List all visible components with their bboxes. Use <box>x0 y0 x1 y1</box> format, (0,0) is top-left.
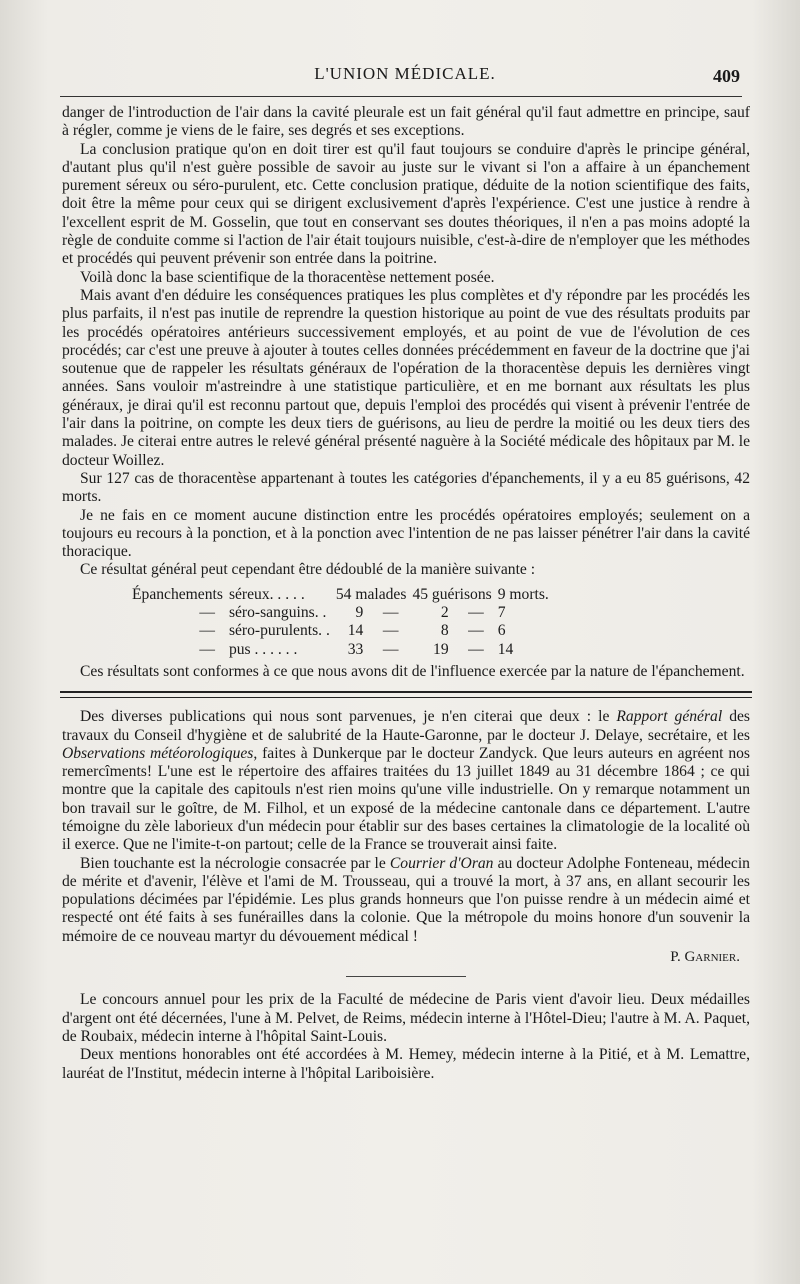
table-cell: Épanchements <box>132 585 223 603</box>
paragraph: Deux mentions honorables ont été accordées à M. Hemey, médecin interne à la Pitié, et à M. Lemattre, lauréat de l'Institut, médecin interne à l'hôpital Lariboisière. <box>62 1046 750 1082</box>
table-cell: 33 — <box>347 640 399 658</box>
table-cell: 7 <box>497 604 506 622</box>
table-row <box>132 622 555 640</box>
table-cell: 9 morts. <box>497 585 549 603</box>
paragraph: Voilà donc la base scientifique de la thoracentèse nettement posée. <box>80 268 495 286</box>
table-cell: — <box>199 604 215 622</box>
table-cell: — <box>199 640 215 658</box>
table-cell: pus . . . . . . <box>228 640 298 658</box>
statistics-table <box>132 586 555 659</box>
table-row <box>132 641 555 659</box>
publication-title: Observations météorologiques <box>62 744 254 762</box>
table-cell: — <box>199 622 215 640</box>
page-header <box>60 62 750 88</box>
article-body <box>62 104 750 1083</box>
table-cell: séro-purulents. . <box>228 622 330 640</box>
paragraph: Sur 127 cas de thoracentèse appartenant à toutes les catégories d'épanchements, il y a eu 85 guérisons, 42 morts. <box>62 469 750 506</box>
table-cell: 2 — <box>440 604 484 622</box>
table-cell: 6 <box>497 622 506 640</box>
publication-title: Courrier d'Oran <box>389 854 494 872</box>
paragraph: danger de l'introduction de l'air dans la cavité pleurale est un fait général qu'il faut admettre en principe, sauf à régler, comme je viens de le faire, ses degrés et ses exceptions. <box>62 104 750 140</box>
publication-title: Rapport général <box>616 708 723 726</box>
author-signature: P. Garnier. <box>670 949 740 966</box>
paragraph: Le concours annuel pour les prix de la Faculté de médecine de Paris vient d'avoir lieu. Deux médailles d'argent ont été décernées, l'une à M. Pelvet, de Reims, médecin interne à l'Hôtel-Dieu; l'autre à M. A. Paquet, de Roubaix, médecin interne à l'hôpital Saint-Louis. <box>62 991 750 1045</box>
section-divider <box>346 976 466 977</box>
paragraph: Ce résultat général peut cependant être dédoublé de la manière suivante : <box>80 561 536 579</box>
table-cell: 14 — <box>347 622 399 640</box>
table-cell: séro-sanguins. . <box>228 604 327 622</box>
table-row <box>132 604 555 622</box>
paragraph: Ces résultats sont conformes à ce que nous avons dit de l'influence exercée par la nature de l'épanchement. <box>80 662 745 680</box>
table-row <box>132 586 555 604</box>
paragraph: Bien touchante est la nécrologie consacrée par le Courrier d'Oran au docteur Adolphe Fonteneau, médecin de mérite et d'avenir, l'élève et l'ami de M. Trousseau, qui a trouvé la mort, à 37 ans, en allant secourir les populations décimées par l'épidémie. Les plus grands honneurs que l'on puisse rendre à un médecin aimé et respecté ont été faits à ses funérailles dans la colonie. Que la métropole du moins honore d'un souvenir la mémoire de ce nouveau martyr du dévouement médical ! <box>62 854 750 945</box>
paragraph: Des diverses publications qui nous sont parvenues, je n'en citerai que deux : le Rapport général des travaux du Conseil d'hygiène et de salubrité de la Haute-Garonne, par le docteur J. Delaye, secrétaire, et les Observations météorologiques, faites à Dunkerque par le docteur Zandyck. Que leurs auteurs en agréent nos remercîments! L'une est le répertoire des affaires traitées du 13 juillet 1849 au 31 décembre 1864 ; ce qui montre que la capitale des capitouls n'est rien moins qu'une ville industrielle. On y remarque notamment un bon travail sur le goître, de M. Filhol, et un exposé de la médecine cantonale dans ce département. L'autre témoigne du zèle laborieux d'un médecin pour établir sur des bases certaines la climatologie de la localité où il exerce. Que ne l'imite-t-on partout; celle de la France se trouverait ainsi faite. <box>62 708 751 854</box>
paragraph: Je ne fais en ce moment aucune distinction entre les procédés opératoires employés; seulement on a toujours eu recours à la ponction, et à la ponction avec l'intention de ne pas laisser pénétrer l'air dans la cavité thoracique. <box>62 506 750 561</box>
table-cell: 45 guérisons <box>412 585 492 603</box>
table-cell: 9 — <box>355 604 399 622</box>
table-cell: 14 <box>497 640 514 658</box>
table-cell: 8 — <box>440 622 484 640</box>
table-cell: 54 malades <box>335 585 407 603</box>
table-cell: 19 — <box>433 640 484 658</box>
paragraph: Mais avant d'en déduire les conséquences pratiques les plus complètes et d'y répondre par les procédés les plus parfaits, il n'est pas inutile de reprendre la question historique au point de vue des résultats produits par les procédés opératoires antérieurs successivement employés, et au point de vue de l'évolution de ces procédés; car c'est une preuve à ajouter à toutes celles données précédemment en faveur de la doctrine que j'ai soutenue que de rappeler les résultats généraux de l'opération de la thoracentèse depuis les dernières vingt années. Sans vouloir m'astreindre à une statistique particulière, et en me bornant aux résultats les plus généraux, je dirai qu'il est reconnu partout que, depuis l'emploi des procédés qui visent à prévenir l'entrée de l'air dans la poitrine, on compte les deux tiers de guérisons, au lieu de perdre la moitié ou les deux tiers des malades. Je citerai entre autres le relevé général présenté naguère à la Société médicale des hôpitaux par M. le docteur Woillez. <box>62 286 750 469</box>
running-title: L'UNION MÉDICALE. <box>314 64 496 83</box>
page-number: 409 <box>713 66 740 86</box>
paragraph: La conclusion pratique qu'on en doit tirer est qu'il faut toujours se conduire d'après le principe général, d'autant plus qu'il n'est guère possible de savoir au juste sur le vivant si l'on a affaire à un épanchement purement séreux ou séro-purulent, etc. Cette conclusion pratique, déduite de la notion scientifique des faits, doit être la même pour ceux qui se dirigent exclusivement d'après l'expérience. C'est une justice à rendre à l'excellent esprit de M. Gosselin, que tout en conservant ses doutes théoriques, il n'en a pas moins adopté la règle de conduite comme si l'action de l'air était toujours nuisible, c'est-à-dire de n'employer que les méthodes et procédés qui peuvent prévenir son entrée dans la poitrine. <box>62 140 750 268</box>
header-rule <box>60 96 742 97</box>
table-cell: séreux. . . . . <box>228 585 305 603</box>
section-divider <box>60 691 752 698</box>
